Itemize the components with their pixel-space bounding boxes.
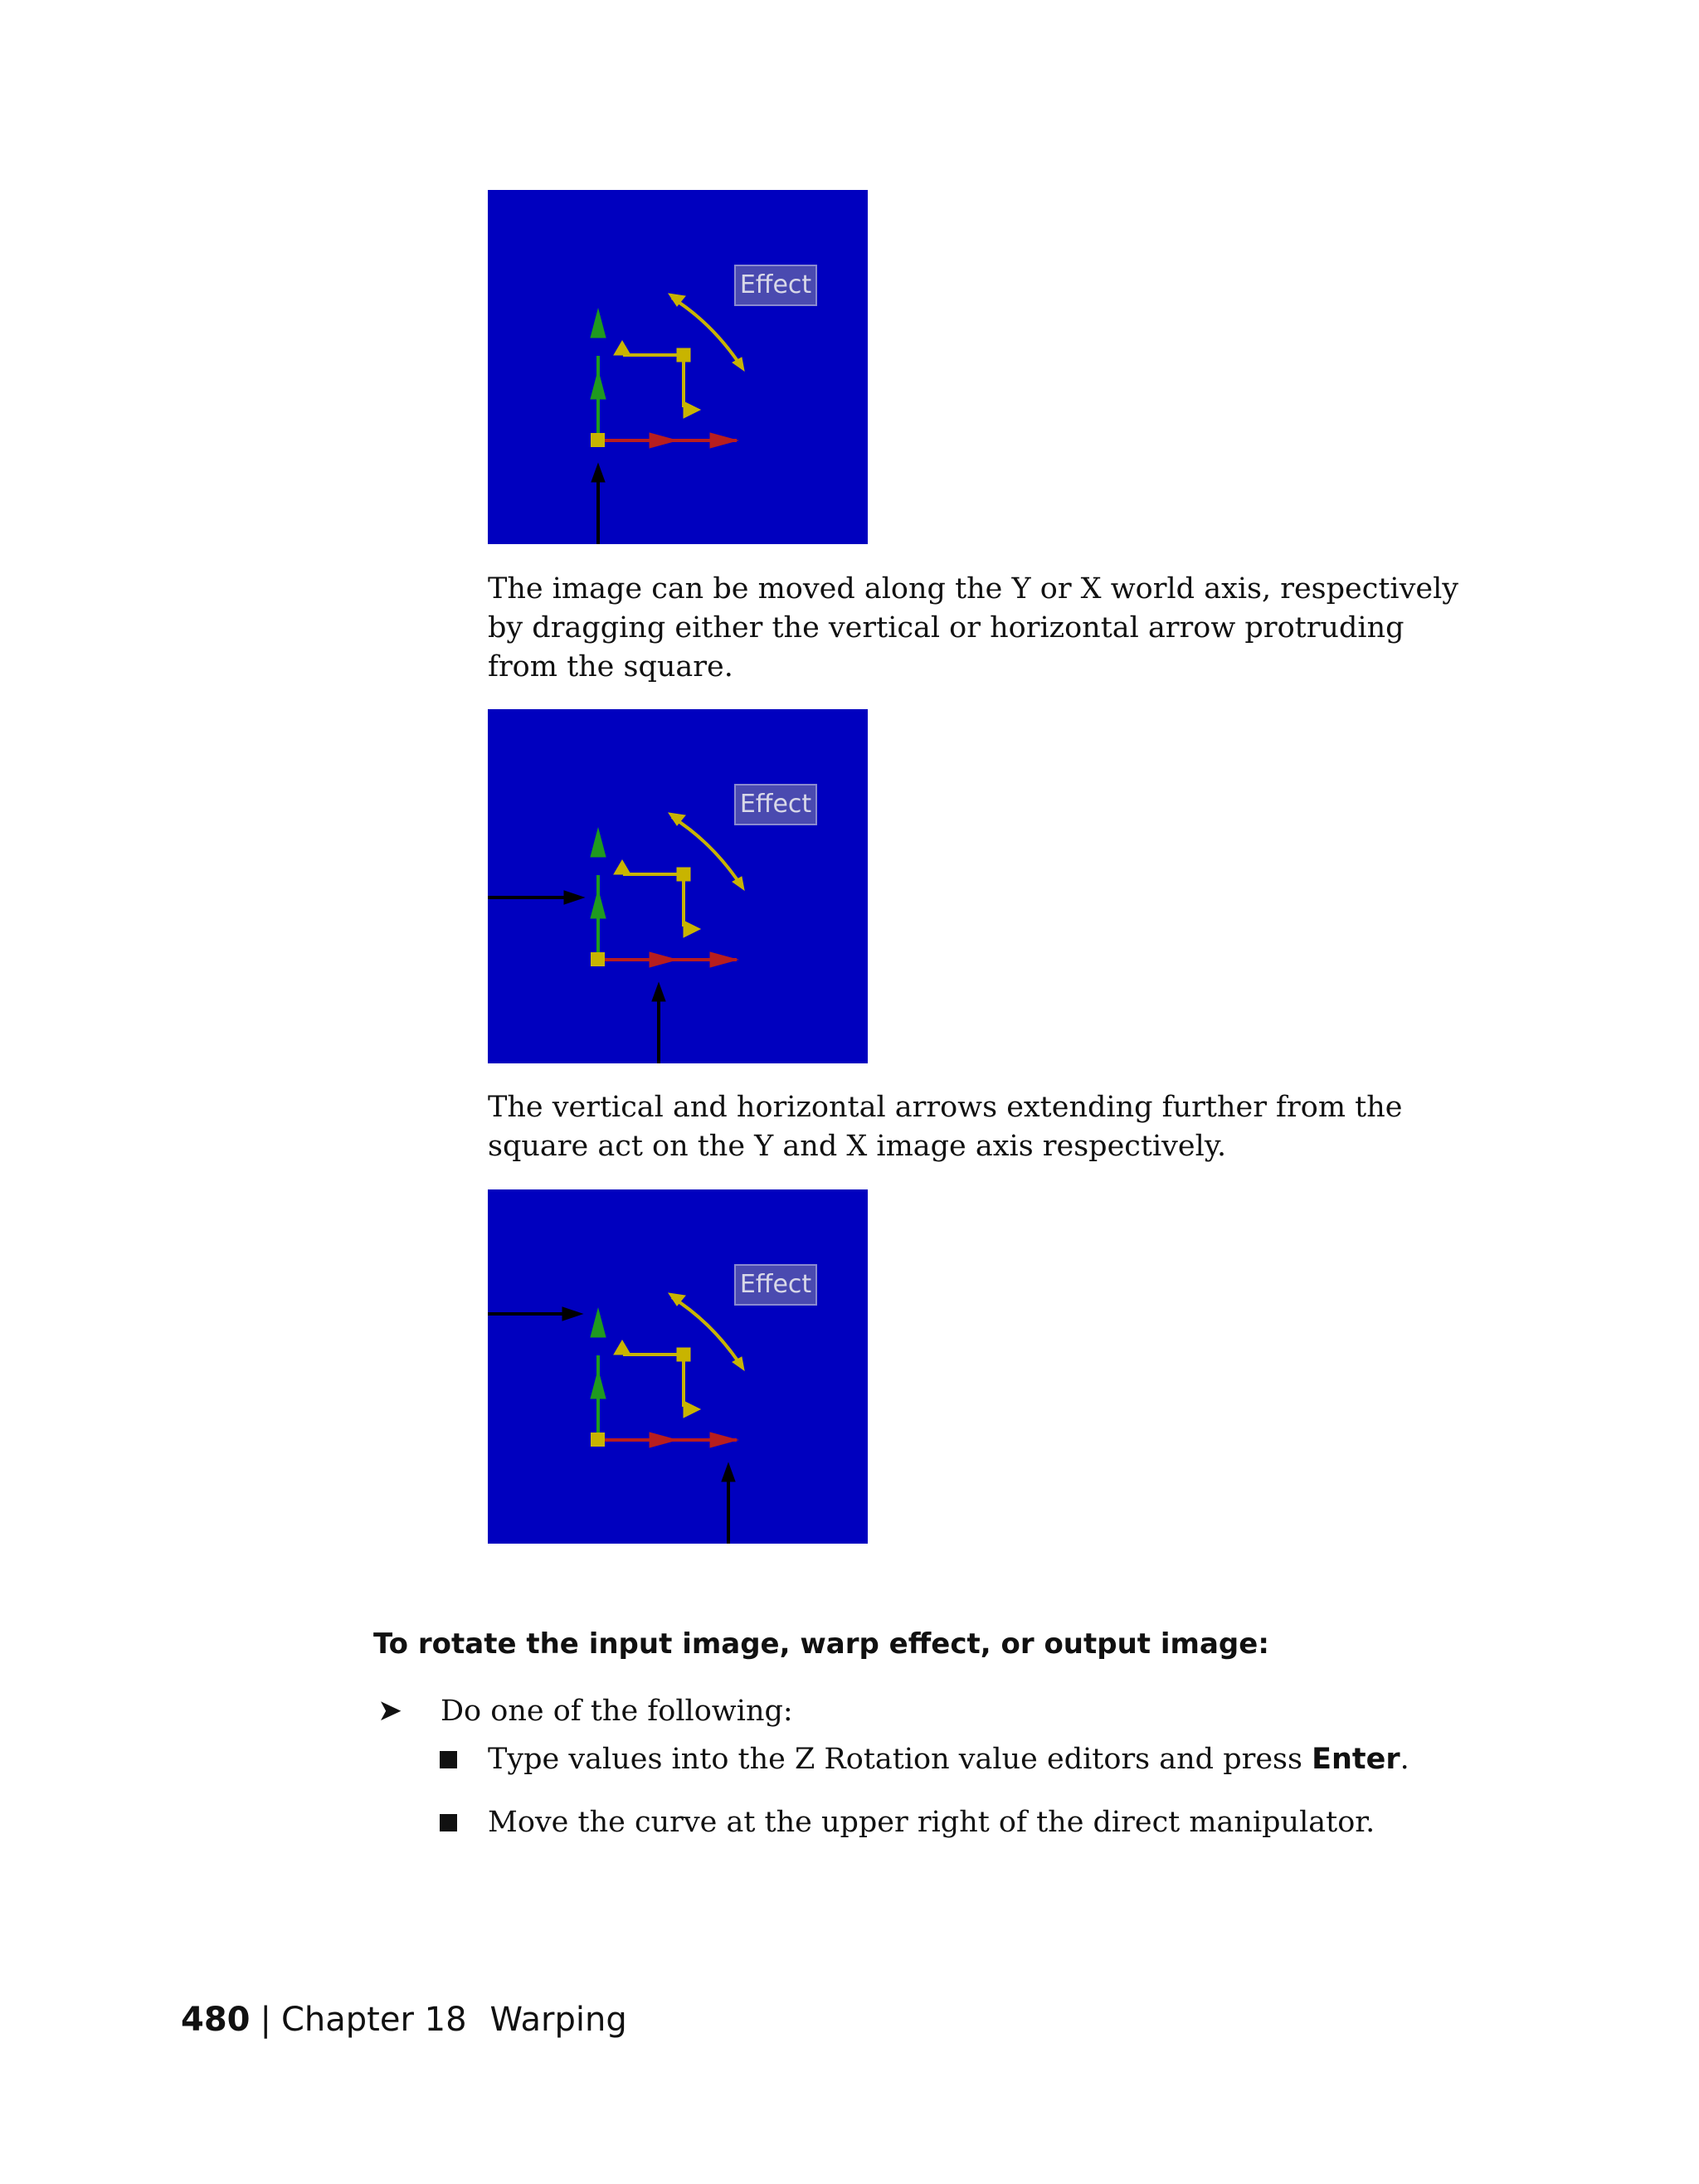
footer-separator: |	[260, 2001, 271, 2039]
square-bullet-icon	[440, 1814, 457, 1831]
page-footer	[181, 2001, 627, 2039]
manipulator-diagram	[488, 190, 868, 544]
paragraph-world-axis: The image can be moved along the Y or X world axis, respectively by dragging either the vertical or horizontal arrow protruding from the square.	[488, 572, 1459, 683]
figure-manipulator-1	[488, 190, 868, 544]
square-bullet-icon	[440, 1751, 457, 1768]
effect-label	[735, 1265, 816, 1305]
chapter-title: Warping	[489, 2001, 627, 2039]
chapter-label: Chapter 18	[280, 2001, 467, 2039]
effect-label-text: Effect	[739, 1270, 812, 1299]
manipulator-diagram	[488, 1189, 868, 1544]
manipulator-diagram	[488, 709, 868, 1063]
effect-label	[735, 785, 816, 824]
list-item-text: Type values into the Z Rotation value editors and press Enter.	[488, 1743, 1409, 1776]
right-arrowhead-icon: ➤	[377, 1694, 403, 1728]
effect-label-text: Effect	[739, 270, 812, 299]
page-number: 480	[181, 2001, 251, 2039]
paragraph-image-axis: The vertical and horizontal arrows extending further from the square act on the Y and X image axis respectively.	[488, 1091, 1403, 1163]
origin-square	[591, 433, 605, 447]
key-name-enter: Enter	[1312, 1743, 1400, 1776]
origin-square	[591, 1432, 605, 1447]
step-text: Do one of the following:	[441, 1695, 793, 1728]
figure-manipulator-3	[488, 1189, 868, 1544]
origin-square	[591, 952, 605, 966]
list-item-text: Move the curve at the upper right of the direct manipulator.	[488, 1806, 1375, 1839]
effect-label-text: Effect	[739, 790, 812, 819]
effect-label	[735, 265, 816, 305]
figure-manipulator-2	[488, 709, 868, 1063]
procedure-heading: To rotate the input image, warp effect, or output image:	[373, 1627, 1269, 1661]
